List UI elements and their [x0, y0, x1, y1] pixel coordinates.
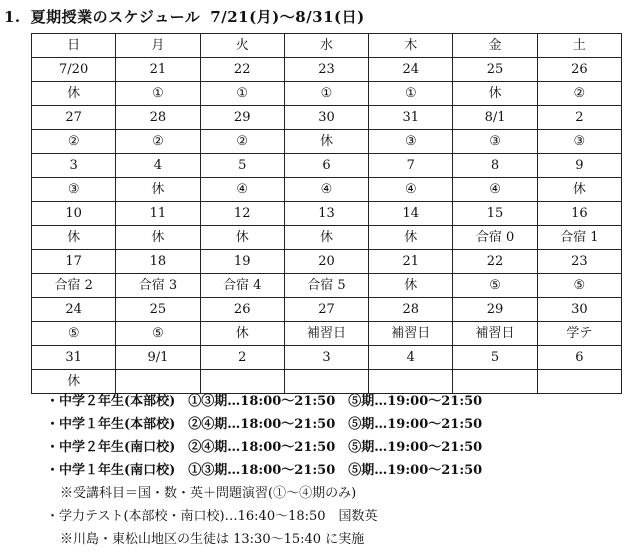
date-cell: 5 [200, 154, 284, 178]
date-cell: 21 [116, 58, 200, 82]
weekday-wed: 水 [284, 34, 368, 58]
session-cell: 休 [32, 82, 116, 106]
session-row [32, 82, 622, 106]
weekday-fri: 金 [453, 34, 537, 58]
calendar-body [32, 58, 622, 394]
session-cell: ⑤ [453, 274, 537, 298]
note-line: ※川島・東松山地区の生徒は 13:30〜15:40 に実施 [60, 532, 365, 547]
date-cell: 2 [200, 346, 284, 370]
date-cell: 30 [284, 106, 368, 130]
session-cell: 休 [200, 226, 284, 250]
date-range: 7/21(月)〜8/31(日) [210, 8, 365, 26]
session-cell: 合宿 1 [537, 226, 621, 250]
session-cell: ① [200, 82, 284, 106]
date-cell: 29 [453, 298, 537, 322]
date-row [32, 346, 622, 370]
date-cell: 31 [32, 346, 116, 370]
session-cell: 休 [200, 322, 284, 346]
session-row [32, 130, 622, 154]
class-schedule-line: ・中学２年生(南口校) ②④期…18:00〜21:50 ⑤期…19:00〜21:50 [46, 440, 483, 455]
date-cell: 13 [284, 202, 368, 226]
page-title [4, 6, 365, 27]
date-cell: 4 [369, 346, 453, 370]
session-cell: ② [32, 130, 116, 154]
session-cell: ⑤ [537, 274, 621, 298]
date-cell: 3 [32, 154, 116, 178]
date-row [32, 154, 622, 178]
date-cell: 4 [116, 154, 200, 178]
session-cell: ④ [284, 178, 368, 202]
date-cell: 30 [537, 298, 621, 322]
session-cell: 休 [116, 178, 200, 202]
date-cell: 28 [116, 106, 200, 130]
date-cell: 7/20 [32, 58, 116, 82]
session-cell: 合宿 2 [32, 274, 116, 298]
date-cell: 11 [116, 202, 200, 226]
date-cell: 26 [537, 58, 621, 82]
date-cell: 9 [537, 154, 621, 178]
date-cell: 6 [284, 154, 368, 178]
date-cell: 22 [200, 58, 284, 82]
session-cell: 合宿 3 [116, 274, 200, 298]
date-cell: 16 [537, 202, 621, 226]
session-cell: ③ [453, 130, 537, 154]
note-line: ・学力テスト(本部校・南口校)…16:40〜18:50 国数英 [46, 509, 378, 524]
weekday-sun: 日 [32, 34, 116, 58]
date-cell: 14 [369, 202, 453, 226]
session-cell: 補習日 [369, 322, 453, 346]
session-cell: 休 [369, 274, 453, 298]
session-cell: ④ [369, 178, 453, 202]
date-row [32, 202, 622, 226]
calendar-header [32, 34, 622, 58]
date-cell: 8/1 [453, 106, 537, 130]
session-cell: ③ [369, 130, 453, 154]
date-cell: 8 [453, 154, 537, 178]
session-cell: 休 [284, 130, 368, 154]
schedule-calendar [31, 33, 622, 394]
session-cell [537, 370, 621, 394]
date-cell: 27 [32, 106, 116, 130]
session-cell: ② [116, 130, 200, 154]
note-line: ※受講科目＝国・数・英＋問題演習(①〜④期のみ) [60, 486, 357, 501]
weekday-tue: 火 [200, 34, 284, 58]
date-cell: 9/1 [116, 346, 200, 370]
date-row [32, 298, 622, 322]
date-row [32, 106, 622, 130]
session-cell: ③ [32, 178, 116, 202]
date-cell: 29 [200, 106, 284, 130]
date-cell: 3 [284, 346, 368, 370]
date-cell: 5 [453, 346, 537, 370]
session-cell: 休 [116, 226, 200, 250]
date-cell: 10 [32, 202, 116, 226]
session-cell: 学テ [537, 322, 621, 346]
session-cell: 合宿 4 [200, 274, 284, 298]
title-text: 夏期授業のスケジュール [30, 8, 201, 26]
session-cell: ④ [200, 178, 284, 202]
session-cell: 休 [453, 82, 537, 106]
session-cell: ⑤ [32, 322, 116, 346]
date-cell: 15 [453, 202, 537, 226]
session-cell: 合宿 5 [284, 274, 368, 298]
date-cell: 22 [453, 250, 537, 274]
session-row [32, 322, 622, 346]
session-cell: ① [369, 82, 453, 106]
date-cell: 24 [32, 298, 116, 322]
session-cell: 補習日 [284, 322, 368, 346]
session-row [32, 226, 622, 250]
date-cell: 24 [369, 58, 453, 82]
weekday-thu: 木 [369, 34, 453, 58]
session-cell: ① [284, 82, 368, 106]
date-cell: 18 [116, 250, 200, 274]
date-cell: 2 [537, 106, 621, 130]
schedule-notes [46, 390, 482, 551]
date-cell: 23 [284, 58, 368, 82]
session-cell: 補習日 [453, 322, 537, 346]
session-cell: ① [116, 82, 200, 106]
date-cell: 7 [369, 154, 453, 178]
session-row [32, 178, 622, 202]
session-row [32, 274, 622, 298]
class-schedule-line: ・中学１年生(本部校) ②④期…18:00〜21:50 ⑤期…19:00〜21:50 [46, 417, 483, 432]
date-cell: 21 [369, 250, 453, 274]
date-cell: 20 [284, 250, 368, 274]
session-cell: 休 [32, 370, 116, 394]
session-cell: ③ [537, 130, 621, 154]
session-cell: 合宿 0 [453, 226, 537, 250]
weekday-mon: 月 [116, 34, 200, 58]
session-cell: ② [537, 82, 621, 106]
date-cell: 6 [537, 346, 621, 370]
date-row [32, 250, 622, 274]
date-row [32, 58, 622, 82]
session-cell: 休 [369, 226, 453, 250]
session-cell: ② [200, 130, 284, 154]
session-cell: 休 [32, 226, 116, 250]
session-cell: 休 [284, 226, 368, 250]
date-cell: 19 [200, 250, 284, 274]
session-cell: 休 [537, 178, 621, 202]
session-cell: ④ [453, 178, 537, 202]
date-cell: 23 [537, 250, 621, 274]
class-schedule-line: ・中学１年生(南口校) ①③期…18:00〜21:50 ⑤期…19:00〜21:50 [46, 463, 483, 478]
weekday-row [32, 34, 622, 58]
class-schedule-line: ・中学２年生(本部校) ①③期…18:00〜21:50 ⑤期…19:00〜21:50 [46, 394, 483, 409]
date-cell: 27 [284, 298, 368, 322]
weekday-sat: 土 [537, 34, 621, 58]
date-cell: 31 [369, 106, 453, 130]
date-cell: 25 [453, 58, 537, 82]
date-cell: 17 [32, 250, 116, 274]
session-cell: ⑤ [116, 322, 200, 346]
section-number: 1. [4, 8, 21, 26]
date-cell: 28 [369, 298, 453, 322]
date-cell: 12 [200, 202, 284, 226]
date-cell: 26 [200, 298, 284, 322]
date-cell: 25 [116, 298, 200, 322]
